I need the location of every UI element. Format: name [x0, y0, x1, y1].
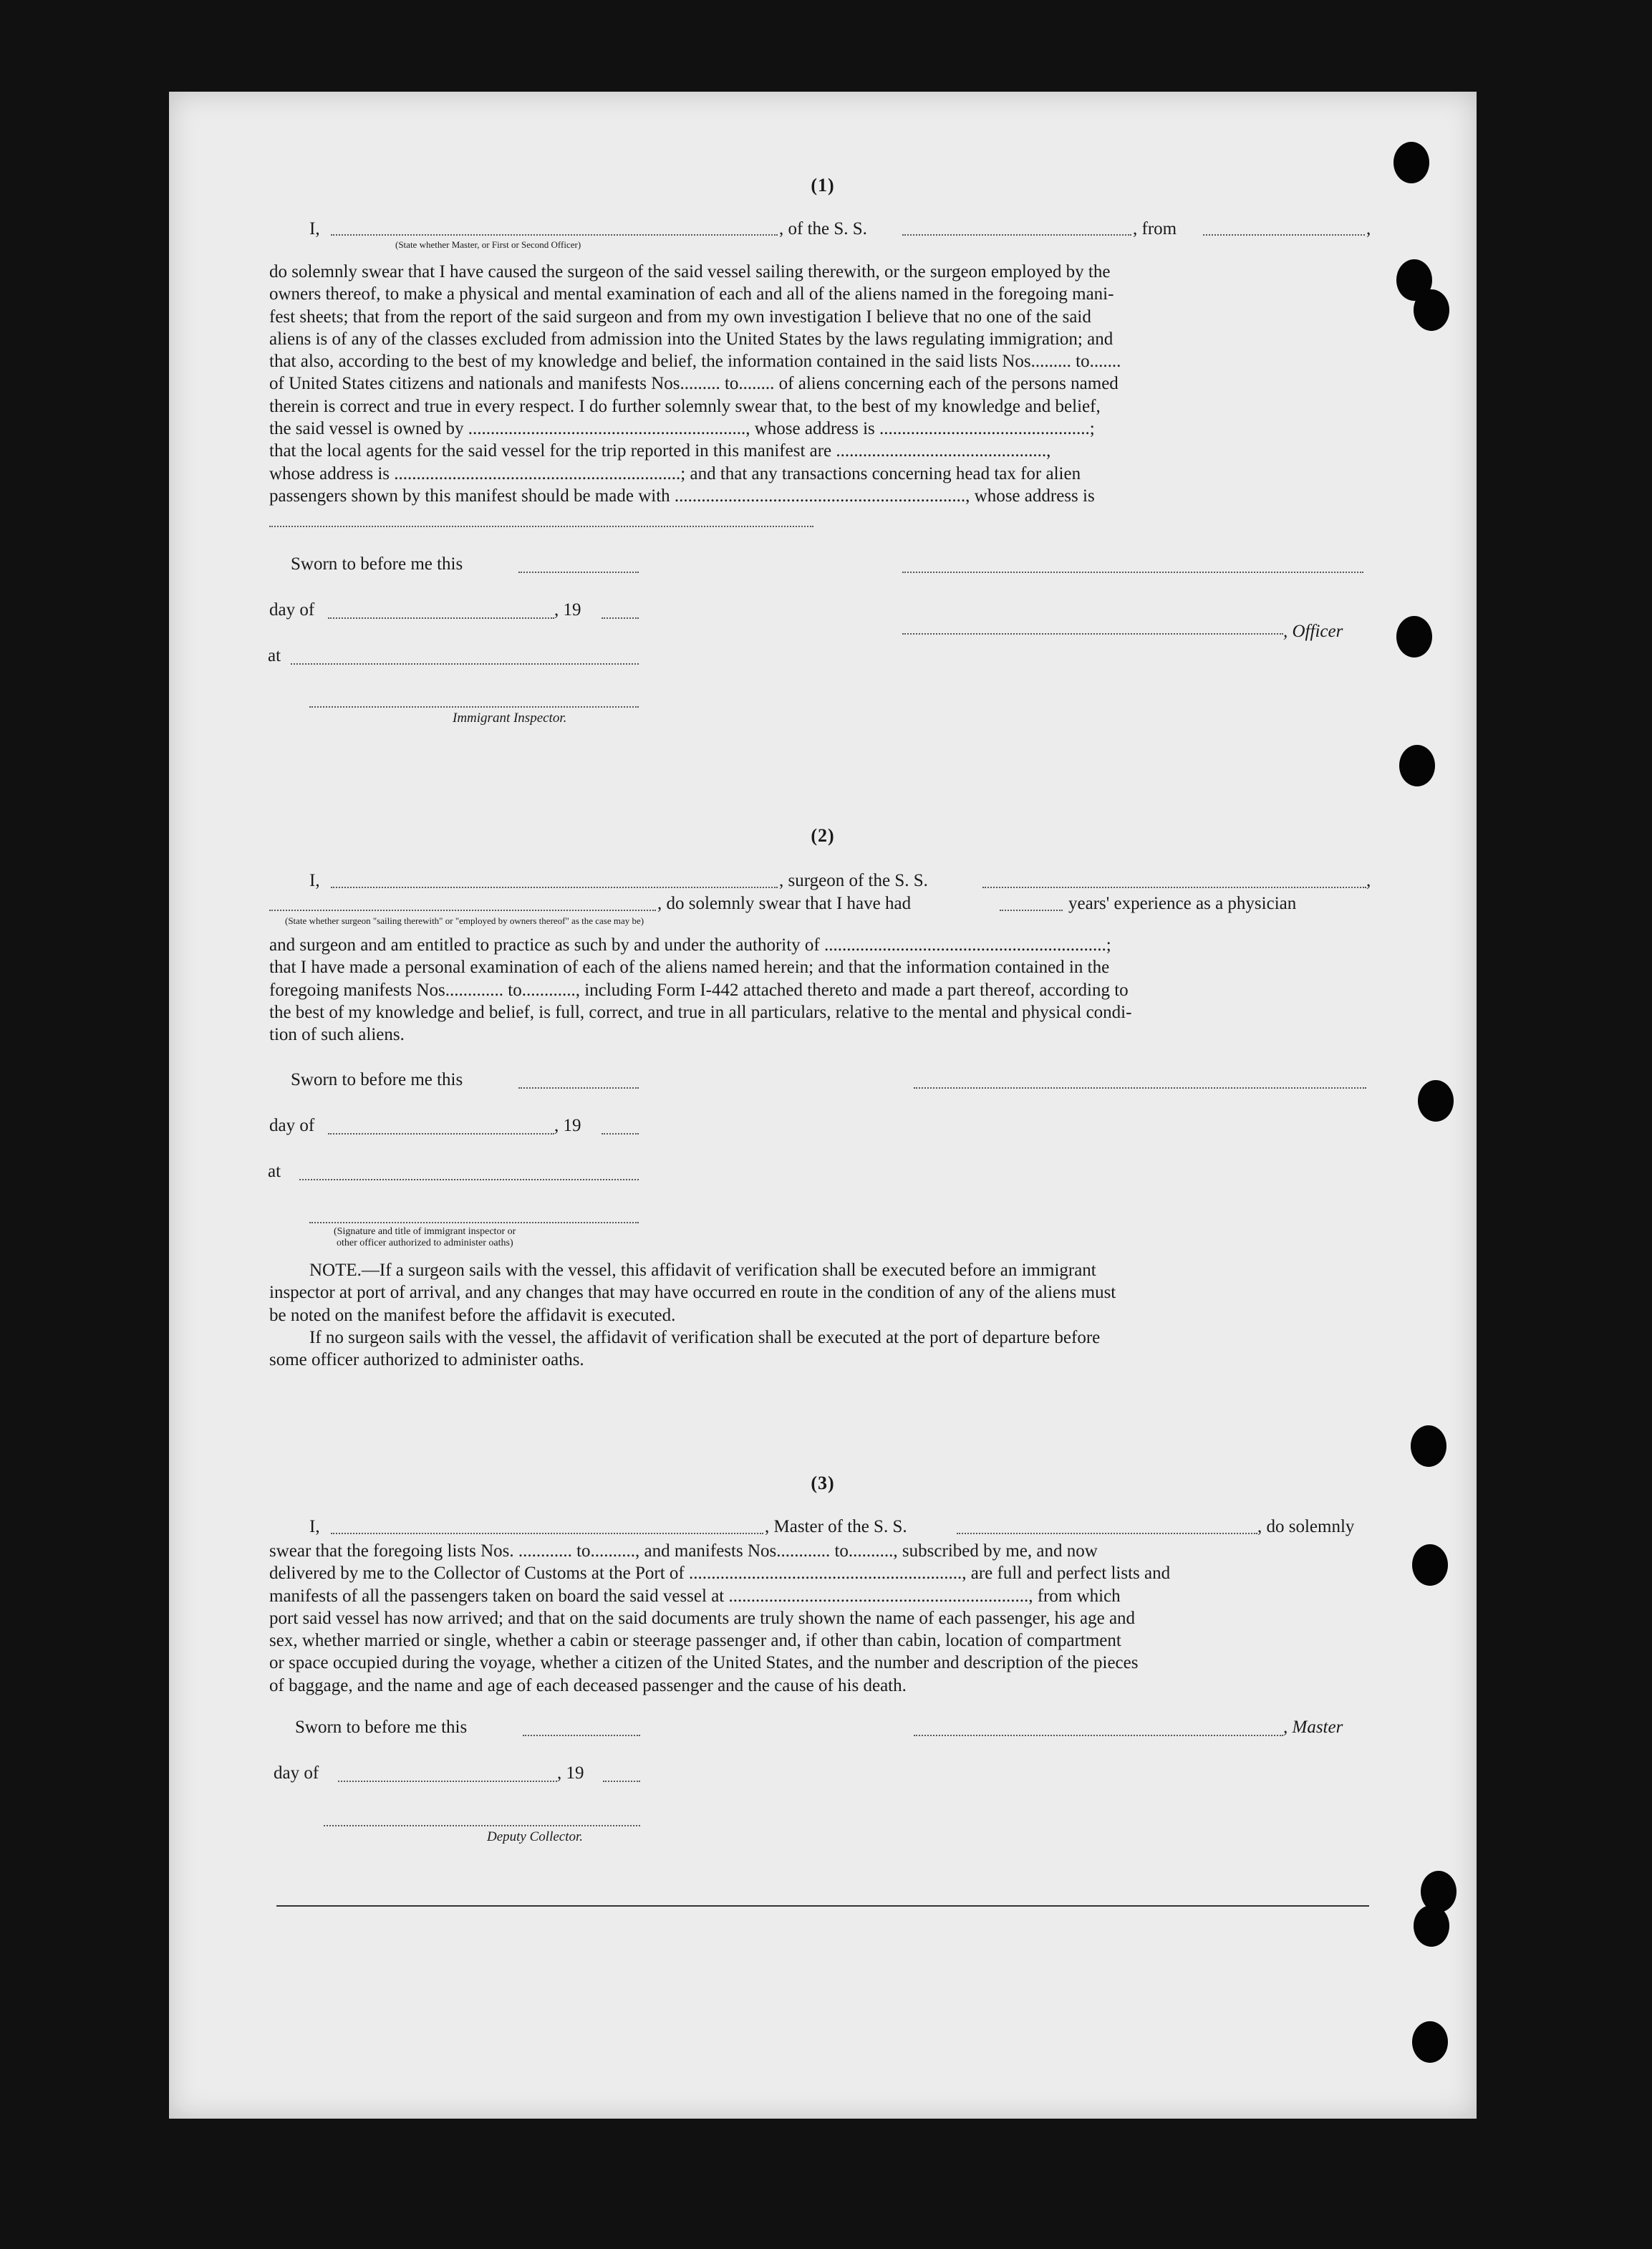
s1-body — [269, 261, 1366, 507]
form-page — [169, 92, 1477, 2119]
s2-note-line: some officer authorized to administer oaths. — [269, 1350, 584, 1370]
s1-day-of-label: day of — [269, 600, 315, 620]
s3-body-line: manifests of all the passengers taken on board the said vessel at ..................................................................., from which — [269, 1586, 1121, 1606]
s2-body-line: tion of such aliens. — [269, 1025, 405, 1045]
s3-solemnly-label: , do solemnly — [1257, 1517, 1355, 1536]
s1-vessel-field[interactable] — [902, 234, 1131, 236]
s2-years-field[interactable] — [1000, 910, 1063, 911]
s1-address-continuation[interactable] — [269, 526, 813, 527]
s3-master-signature[interactable] — [914, 1735, 1283, 1736]
s3-master-name-field[interactable] — [331, 1533, 763, 1534]
s1-day-field[interactable] — [328, 617, 554, 619]
s1-i-label: I, — [309, 219, 320, 239]
s2-at-field[interactable] — [299, 1179, 639, 1180]
s3-body-line: port said vessel has now arrived; and that on the said documents are truly shown the name of each passenger, his age and — [269, 1608, 1136, 1628]
s1-year-label: , 19 — [554, 600, 581, 620]
s1-officer-title-field[interactable] — [902, 633, 1283, 635]
binder-hole — [1396, 616, 1432, 658]
s2-years-label: years' experience as a physician — [1068, 894, 1297, 913]
section-2-number: (2) — [811, 825, 835, 846]
s1-inspector-signature[interactable] — [309, 706, 639, 708]
s1-body-line: do solemnly swear that I have caused the surgeon of the said vessel sailing therewith, or the surgeon employed by the — [269, 262, 1111, 281]
s1-body-line: owners thereof, to make a physical and mental examination of each and all of the aliens named in the foregoing mani- — [269, 284, 1114, 304]
s1-inspector-caption: Immigrant Inspector. — [453, 711, 567, 726]
s1-body-line: fest sheets; that from the report of the said surgeon and from my own investigation I believe that no one of the said — [269, 307, 1091, 327]
s2-body-line: foregoing manifests Nos............. to............, including Form I-442 attached thereto and made a part thereof, according to — [269, 980, 1129, 1000]
s1-body-line: aliens is of any of the classes excluded from admission into the United States by the laws regulating immigration; and — [269, 329, 1114, 349]
s2-sworn-field[interactable] — [518, 1087, 639, 1089]
s3-sworn-field[interactable] — [523, 1735, 640, 1736]
s2-day-of-label: day of — [269, 1116, 315, 1135]
s2-body-line: that I have made a personal examination of each of the aliens named herein; and that the information contained in the — [269, 958, 1110, 978]
s2-body-line: the best of my knowledge and belief, is full, correct, and true in all particulars, relative to the mental and physical condi- — [269, 1002, 1132, 1022]
s1-comma: , — [1366, 219, 1371, 239]
s1-from-label: , from — [1133, 219, 1177, 239]
s2-body-line: and surgeon and am entitled to practice as such by and under the authority of ...............................................................; — [269, 935, 1111, 955]
s1-sworn-label: Sworn to before me this — [291, 554, 463, 574]
s1-sworn-field[interactable] — [518, 572, 639, 573]
s1-officer-label: , Officer — [1283, 622, 1343, 641]
s2-sig-caption-2: other officer authorized to administer oaths) — [337, 1238, 513, 1248]
section-3-number: (3) — [811, 1473, 835, 1493]
s1-year-field[interactable] — [602, 617, 639, 619]
s3-year-field[interactable] — [603, 1781, 640, 1782]
binder-hole — [1418, 1080, 1454, 1122]
s1-body-line: of United States citizens and nationals and manifests Nos......... to........ of aliens concerning each of the persons named — [269, 374, 1119, 394]
binder-hole — [1412, 2021, 1448, 2063]
s3-body-line: or space occupied during the voyage, whether a citizen of the United States, and the number and description of the pieces — [269, 1653, 1139, 1673]
s1-body-line: passengers shown by this manifest should be made with ................................................................., whose address is — [269, 486, 1095, 506]
s1-officer-signature[interactable] — [902, 572, 1363, 573]
bottom-rule — [276, 1905, 1369, 1907]
s2-i-label: I, — [309, 871, 320, 890]
s1-body-line: whose address is ................................................................; and that any transactions concerning head tax for alien — [269, 463, 1081, 483]
s2-comma: , — [1366, 871, 1371, 890]
s3-deputy-signature[interactable] — [324, 1825, 640, 1826]
s3-year-label: , 19 — [557, 1763, 584, 1783]
binder-hole — [1411, 1425, 1446, 1467]
s3-deputy-caption: Deputy Collector. — [487, 1829, 584, 1844]
s3-vessel-field[interactable] — [957, 1533, 1257, 1534]
s2-swear-label: , do solemnly swear that I have had — [657, 894, 912, 913]
s3-master-title: , Master — [1283, 1718, 1343, 1737]
s2-at-label: at — [268, 1162, 281, 1181]
s1-at-label: at — [268, 646, 281, 665]
s3-body-line: sex, whether married or single, whether a cabin or steerage passenger and, if other than cabin, location of compartment — [269, 1631, 1121, 1651]
s1-body-line: therein is correct and true in every respect. I do further solemnly swear that, to the best of my knowledge and belief, — [269, 396, 1101, 416]
binder-hole — [1393, 142, 1429, 183]
s1-caption: (State whether Master, or First or Second Officer) — [395, 239, 581, 250]
s3-day-of-label: day of — [274, 1763, 319, 1783]
s1-body-line: that the local agents for the said vessel for the trip reported in this manifest are ..............................................., — [269, 441, 1051, 461]
s3-body-line: swear that the foregoing lists Nos. ............ to.........., and manifests Nos............ to.........., subscribed by me, and now — [269, 1541, 1098, 1561]
s2-year-field[interactable] — [602, 1133, 639, 1135]
s2-note — [269, 1259, 1366, 1371]
s2-inspector-signature[interactable] — [309, 1222, 639, 1223]
s1-body-line: the said vessel is owned by .............................................................., whose address is ...............................................; — [269, 419, 1095, 439]
s2-caption: (State whether surgeon "sailing therewith" or "employed by owners thereof" as the case may be) — [285, 915, 644, 926]
s2-surgeon-signature[interactable] — [914, 1087, 1366, 1089]
s2-note-line: If no surgeon sails with the vessel, the affidavit of verification shall be executed at the port of departure before — [309, 1327, 1101, 1347]
s2-note-line: be noted on the manifest before the affidavit is executed. — [269, 1305, 676, 1325]
s3-master-label: , Master of the S. S. — [765, 1517, 907, 1536]
s3-day-field[interactable] — [338, 1781, 557, 1782]
s2-day-field[interactable] — [328, 1133, 554, 1135]
binder-hole — [1412, 1544, 1448, 1586]
binder-hole — [1399, 745, 1435, 786]
binder-hole — [1414, 1905, 1449, 1947]
binder-hole — [1414, 289, 1449, 331]
s2-note-line: inspector at port of arrival, and any changes that may have occurred en route in the condition of any of the aliens must — [269, 1283, 1116, 1303]
s3-i-label: I, — [309, 1517, 320, 1536]
s3-body-line: of baggage, and the name and age of each deceased passenger and the cause of his death. — [269, 1675, 907, 1695]
s2-surgeon-type-field[interactable] — [269, 910, 656, 911]
s2-year-label: , 19 — [554, 1116, 581, 1135]
s3-sworn-label: Sworn to before me this — [295, 1718, 468, 1737]
s2-note-line: NOTE.—If a surgeon sails with the vessel, this affidavit of verification shall be executed before an immigrant — [309, 1261, 1096, 1280]
s1-body-line: that also, according to the best of my knowledge and belief, the information contained in the said lists Nos......... to....... — [269, 352, 1121, 372]
s1-at-field[interactable] — [291, 663, 639, 665]
s2-surgeon-label: , surgeon of the S. S. — [779, 871, 928, 890]
s3-body-line: delivered by me to the Collector of Customs at the Port of ............................................................., are full and perfect lists and — [269, 1564, 1171, 1584]
s2-vessel-field[interactable] — [982, 887, 1366, 888]
s2-sworn-label: Sworn to before me this — [291, 1070, 463, 1089]
s3-body — [269, 1540, 1366, 1697]
section-1-number: (1) — [811, 175, 835, 196]
s1-officer-field[interactable] — [331, 234, 778, 236]
s1-of-ss-label: , of the S. S. — [779, 219, 867, 239]
s2-sig-caption-1: (Signature and title of immigrant inspector or — [334, 1226, 516, 1237]
s2-surgeon-name-field[interactable] — [331, 887, 778, 888]
s1-from-field[interactable] — [1203, 234, 1365, 236]
s2-body — [269, 934, 1366, 1046]
